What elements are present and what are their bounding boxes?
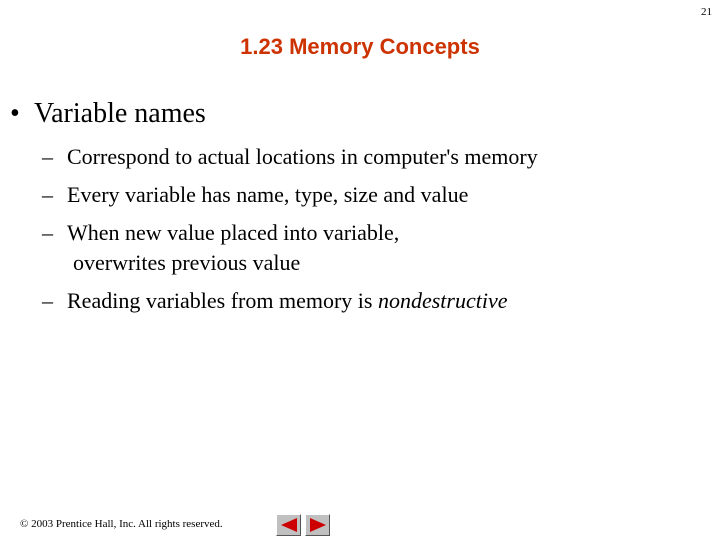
dash-marker: –	[42, 220, 53, 245]
sub-bullet-list	[42, 142, 702, 324]
bullet-marker: •	[10, 98, 20, 129]
dash-marker: –	[42, 182, 53, 207]
sub-bullet-text: Every variable has name, type, size and value	[67, 182, 469, 207]
copyright-footer: © 2003 Prentice Hall, Inc. All rights reserved.	[20, 518, 223, 530]
bullet-text: Variable names	[34, 98, 206, 129]
sub-bullet-text-continuation: overwrites previous value	[73, 250, 301, 275]
previous-slide-button[interactable]	[276, 514, 301, 536]
bullet-variable-names	[10, 96, 206, 132]
right-arrow-icon	[309, 518, 327, 532]
slide-navigation	[276, 514, 330, 536]
sub-bullet-text: Correspond to actual locations in computer's memory	[67, 144, 538, 169]
dash-marker: –	[42, 144, 53, 169]
sub-bullet-text: Reading variables from memory is	[67, 288, 378, 313]
page-number: 21	[701, 6, 712, 18]
sub-bullet-item	[42, 142, 702, 172]
slide-title: 1.23 Memory Concepts	[240, 34, 480, 59]
sub-bullet-text: When new value placed into variable,	[67, 220, 400, 245]
dash-marker: –	[42, 288, 53, 313]
next-slide-button[interactable]	[305, 514, 330, 536]
left-arrow-icon	[280, 518, 298, 532]
emphasis-text: nondestructive	[377, 288, 508, 313]
sub-bullet-item	[42, 180, 702, 210]
sub-bullet-item	[42, 218, 702, 278]
sub-bullet-item	[42, 286, 702, 316]
